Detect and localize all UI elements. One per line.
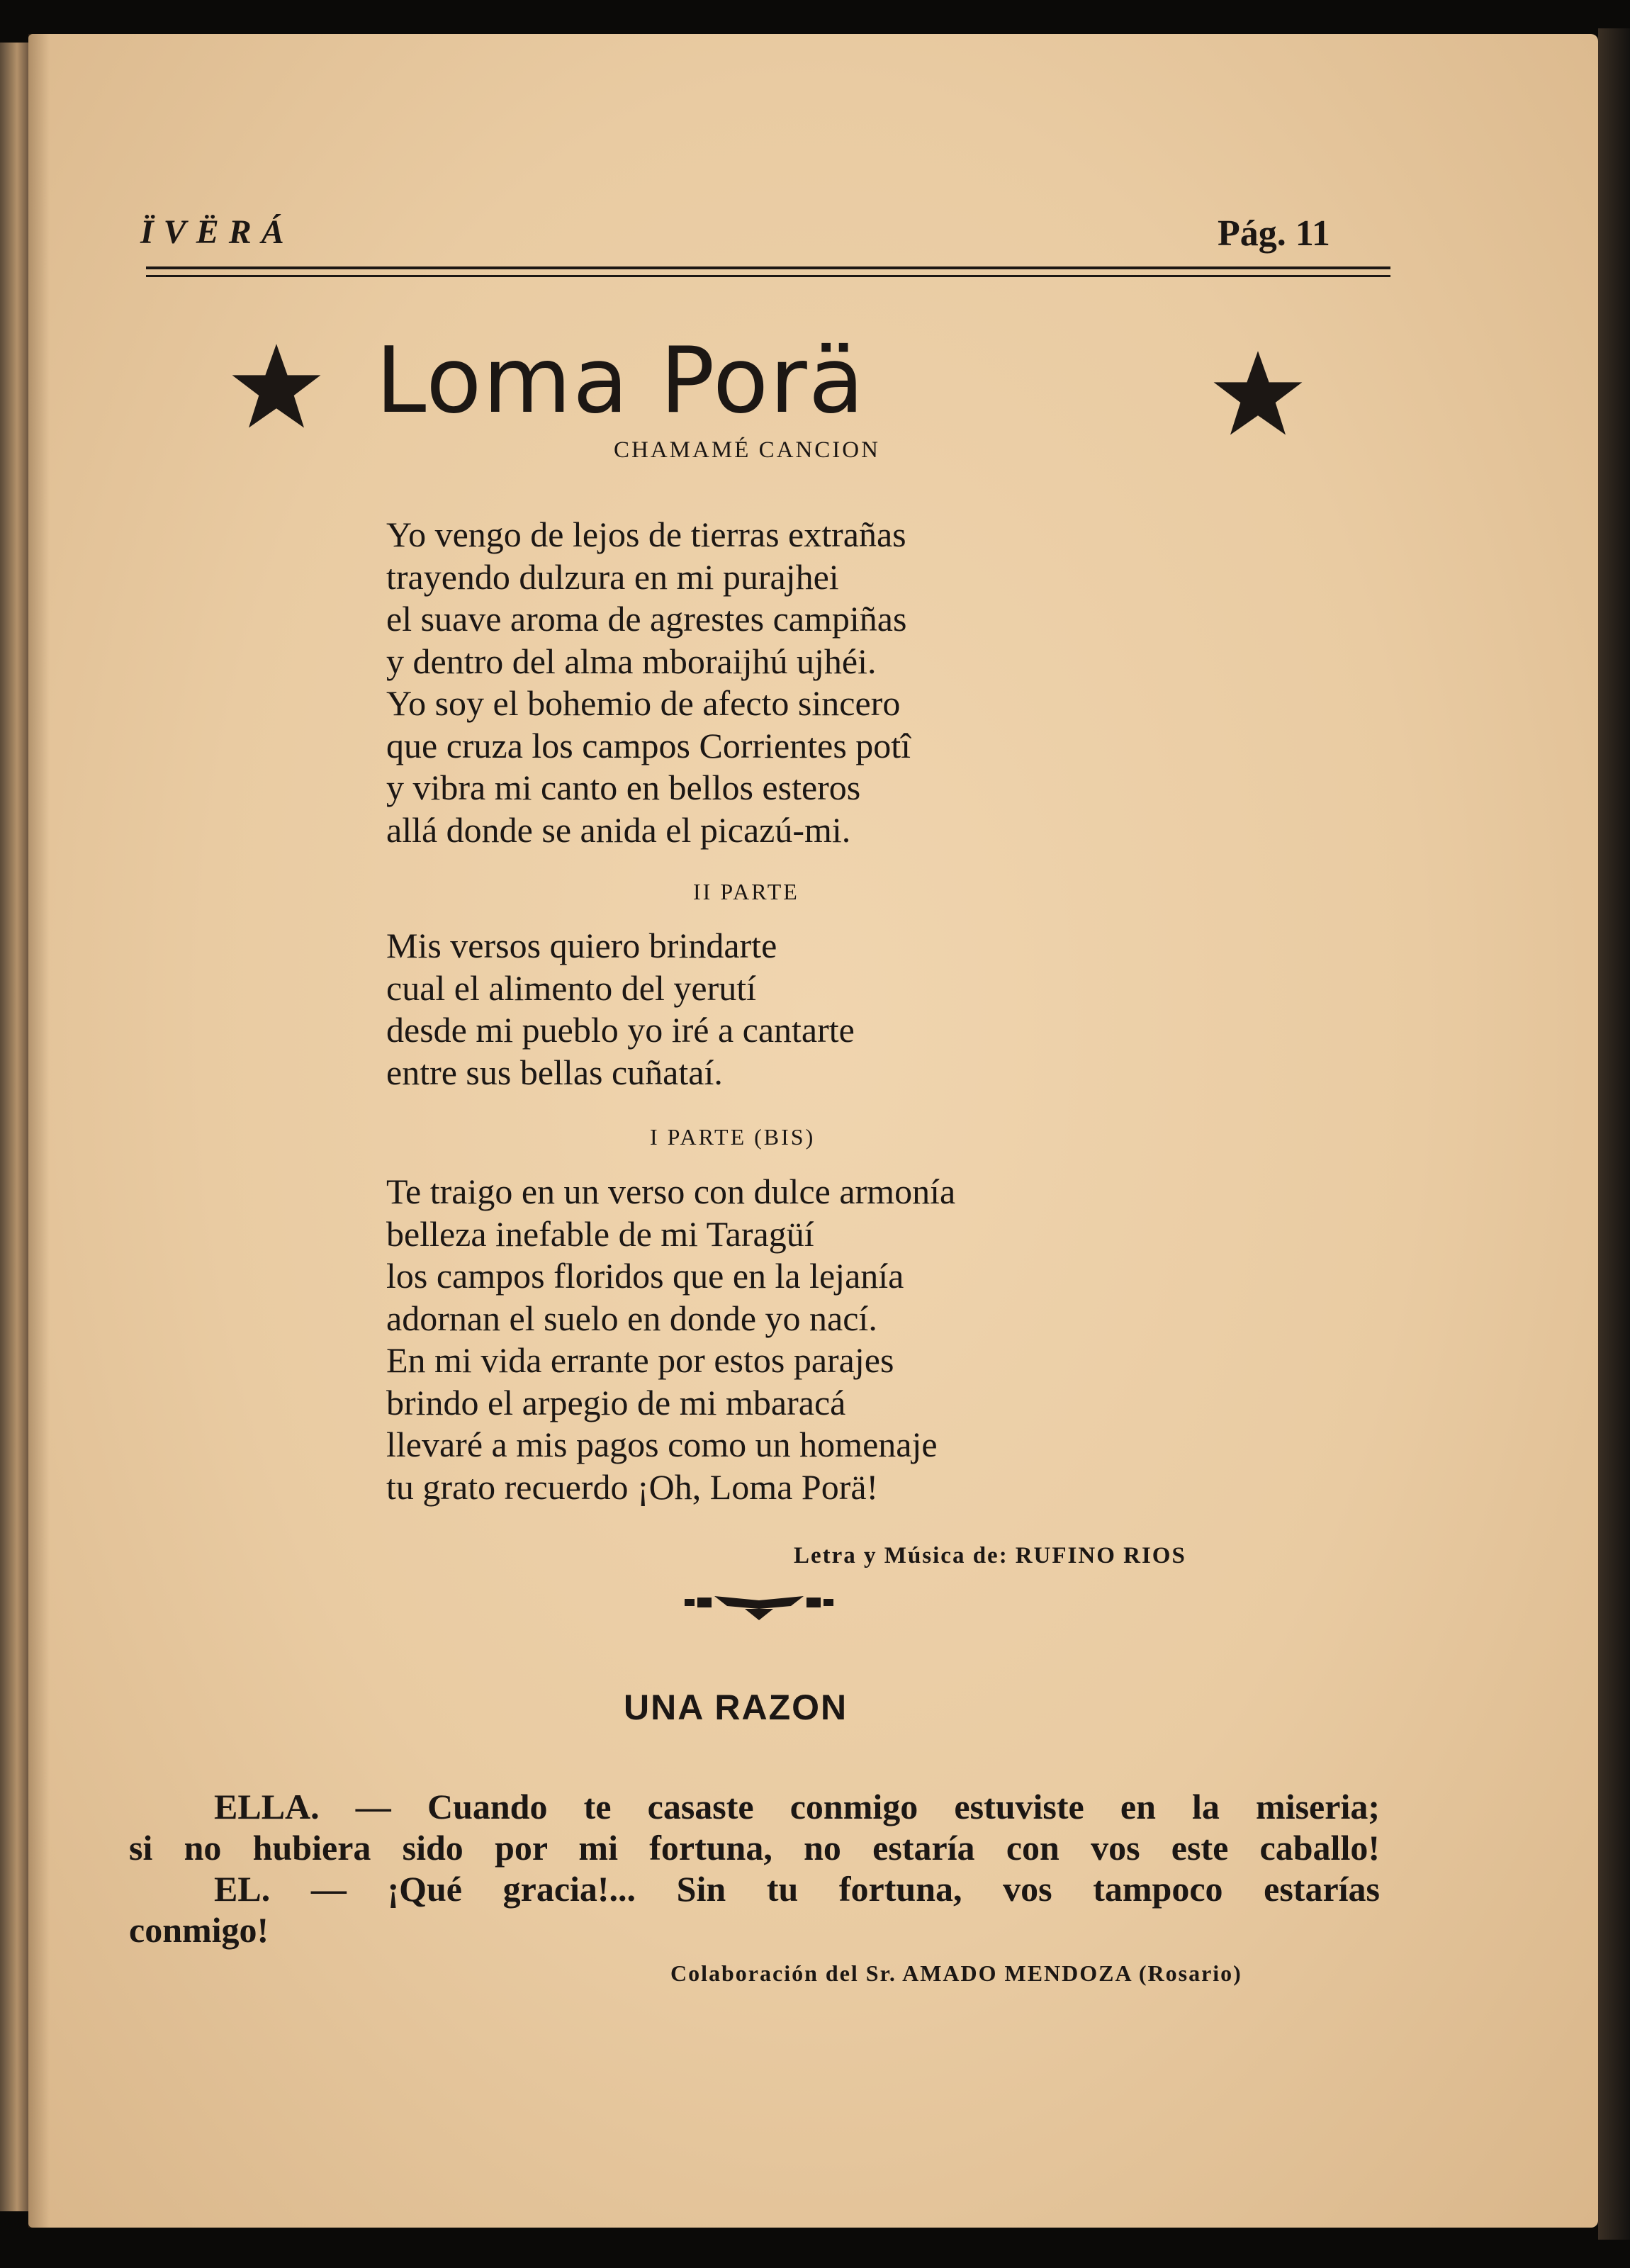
- joke-el-paragraph: [129, 1868, 1380, 1950]
- credit-label: Letra y Música de:: [794, 1543, 1008, 1568]
- song-subtitle: CHAMAMÉ CANCION: [614, 437, 880, 463]
- stanza-2: [386, 925, 855, 1094]
- verse-line: tu grato recuerdo ¡Oh, Loma Porä!: [386, 1466, 879, 1507]
- song-credit: [794, 1543, 1186, 1569]
- credit-name: RUFINO RIOS: [1015, 1543, 1186, 1568]
- verse-line: que cruza los campos Corrientes potî: [386, 725, 911, 765]
- header-rule-top: [146, 266, 1390, 269]
- verse-line: En mi vida errante por estos parajes: [386, 1340, 894, 1380]
- joke-ella-paragraph: [129, 1786, 1380, 1868]
- section-label-ii-parte: II PARTE: [693, 879, 799, 904]
- verse-line: el suave aroma de agrestes campiñas: [386, 599, 907, 639]
- verse-line: allá donde se anida el picazú-mi.: [386, 809, 851, 850]
- verse-line: entre sus bellas cuñataí.: [386, 1052, 723, 1092]
- collab-place: (Rosario): [1138, 1960, 1242, 1986]
- joke-ella-line-2: si no hubiera sido por mi fortuna, no estaría con vos este caballo!: [129, 1828, 1380, 1868]
- star-icon-right: [1212, 347, 1304, 439]
- verse-line: belleza inefable de mi Taragüí: [386, 1213, 814, 1254]
- star-icon-left: [230, 340, 322, 432]
- page-gutter-shadow: [28, 34, 50, 2228]
- stanza-1: [386, 514, 911, 851]
- verse-line: cual el alimento del yerutí: [386, 967, 757, 1008]
- verse-line: adornan el suelo en donde yo nací.: [386, 1298, 877, 1338]
- header-rule-bottom: [146, 275, 1390, 277]
- verse-line: desde mi pueblo yo iré a cantarte: [386, 1010, 855, 1050]
- collab-name: AMADO MENDOZA: [902, 1960, 1132, 1986]
- verse-line: Te traigo en un verso con dulce armonía: [386, 1172, 956, 1211]
- verse-line: y vibra mi canto en bellos esteros: [386, 768, 861, 807]
- section-label-i-parte-bis: I PARTE (BIS): [650, 1124, 816, 1150]
- joke-ella-line-1: ELLA. — Cuando te casaste conmigo estuviste en la miseria;: [214, 1787, 1380, 1826]
- joke-title: UNA RAZON: [624, 1688, 848, 1727]
- page-number: Pág. 11: [1218, 213, 1330, 254]
- verse-line: Yo soy el bohemio de afecto sincero: [386, 683, 901, 723]
- joke-el-line-1: EL. — ¡Qué gracia!... Sin tu fortuna, vos tampoco estarías: [214, 1869, 1380, 1909]
- collab-label: Colaboración del Sr.: [670, 1960, 896, 1986]
- ornament-divider-icon: [685, 1589, 833, 1622]
- verse-line: brindo el arpegio de mi mbaracá: [386, 1382, 846, 1422]
- verse-line: Mis versos quiero brindarte: [386, 926, 777, 965]
- verse-line: y dentro del alma mboraijhú ujhéi.: [386, 641, 877, 681]
- book-right-edge: [1598, 28, 1630, 2240]
- verse-line: llevaré a mis pagos como un homenaje: [386, 1425, 938, 1464]
- book-spine-edge: [0, 43, 28, 2211]
- song-title: Loma Porä: [376, 328, 866, 434]
- verse-line: Yo vengo de lejos de tierras extrañas: [386, 515, 906, 554]
- stanza-3: [386, 1171, 955, 1508]
- joke-collaboration-credit: [670, 1960, 1242, 1987]
- verse-line: los campos floridos que en la lejanía: [386, 1256, 904, 1296]
- verse-line: trayendo dulzura en mi purajhei: [386, 556, 839, 597]
- joke-el-line-2: conmigo!: [129, 1910, 269, 1950]
- magazine-name: ÏVËRÁ: [140, 213, 294, 251]
